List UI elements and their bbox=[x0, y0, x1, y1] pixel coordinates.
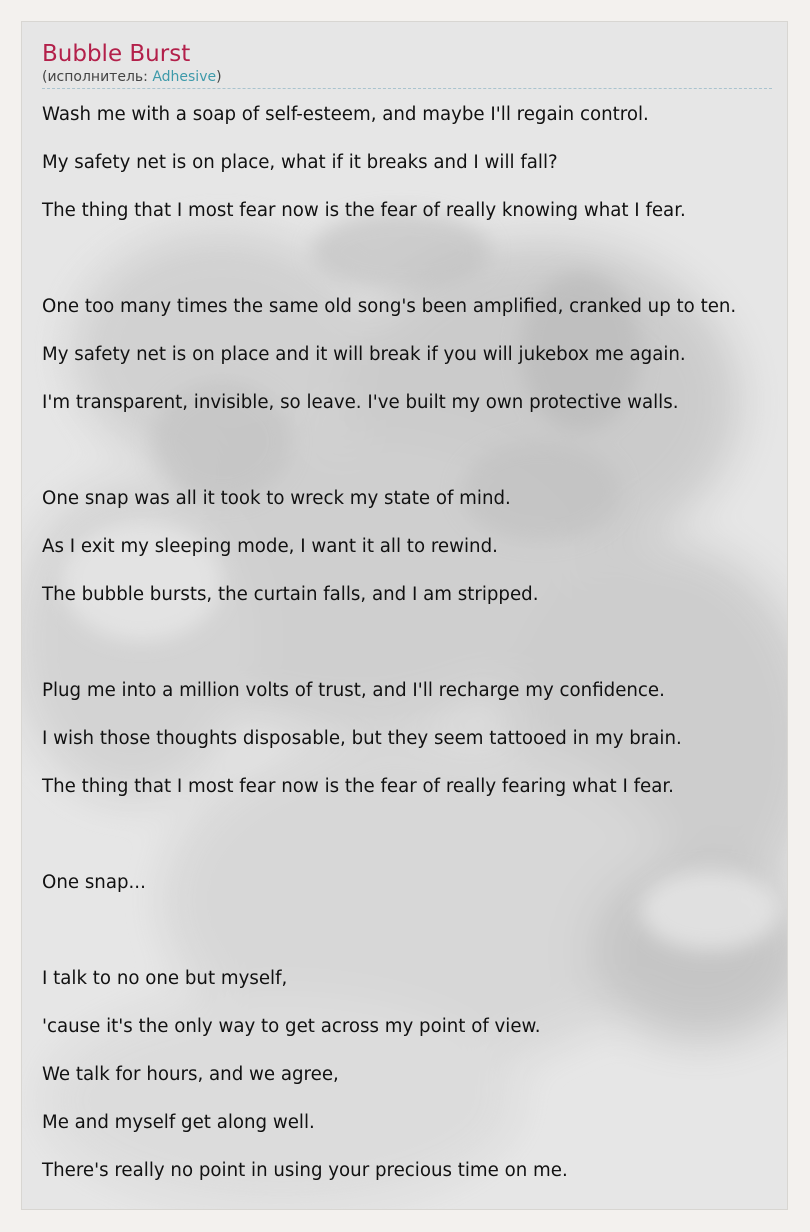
lyric-line: I'm transparent, invisible, so leave. I've built my own protective walls. bbox=[42, 392, 679, 413]
lyric-line: My safety net is on place and it will break if you will jukebox me again. bbox=[42, 344, 686, 365]
lyric-line: The bubble bursts, the curtain falls, and I am stripped. bbox=[42, 584, 539, 605]
lyric-blank-line bbox=[42, 619, 772, 667]
lyric-line: 'cause it's the only way to get across my point of view. bbox=[42, 1016, 541, 1037]
lyric-blank-line bbox=[42, 811, 772, 859]
lyric-blank-line bbox=[42, 235, 772, 283]
lyric-line: One snap... bbox=[42, 872, 146, 893]
lyric-line: My safety net is on place, what if it breaks and I will fall? bbox=[42, 152, 558, 173]
lyric-line: The thing that I most fear now is the fear of really fearing what I fear. bbox=[42, 776, 674, 797]
lyric-line: Wash me with a soap of self-esteem, and maybe I'll regain control. bbox=[42, 104, 649, 125]
lyric-line: One snap was all it took to wreck my state of mind. bbox=[42, 488, 511, 509]
lyric-line: There's really no point in using your precious time on me. bbox=[42, 1160, 568, 1181]
artist-prefix: (исполнитель: bbox=[42, 69, 153, 85]
artist-suffix: ) bbox=[216, 69, 222, 85]
lyric-line: I talk to no one but myself, bbox=[42, 968, 288, 989]
lyric-blank-line bbox=[42, 907, 772, 955]
lyrics-card bbox=[21, 21, 788, 1210]
lyric-line: I wish those thoughts disposable, but they seem tattooed in my brain. bbox=[42, 728, 682, 749]
lyric-line: Plug me into a million volts of trust, and I'll recharge my confidence. bbox=[42, 680, 665, 701]
lyrics-text bbox=[42, 91, 772, 1195]
lyric-line: Me and myself get along well. bbox=[42, 1112, 315, 1133]
lyric-line: The thing that I most fear now is the fear of really knowing what I fear. bbox=[42, 200, 686, 221]
lyric-line: As I exit my sleeping mode, I want it all to rewind. bbox=[42, 536, 498, 557]
lyric-line: One too many times the same old song's been amplified, cranked up to ten. bbox=[42, 296, 737, 317]
lyrics-content bbox=[42, 40, 772, 1195]
lyric-line: We talk for hours, and we agree, bbox=[42, 1064, 339, 1085]
song-title: Bubble Burst bbox=[42, 41, 191, 67]
artist-line bbox=[42, 68, 772, 89]
artist-link[interactable]: Adhesive bbox=[152, 69, 217, 85]
lyric-blank-line bbox=[42, 427, 772, 475]
